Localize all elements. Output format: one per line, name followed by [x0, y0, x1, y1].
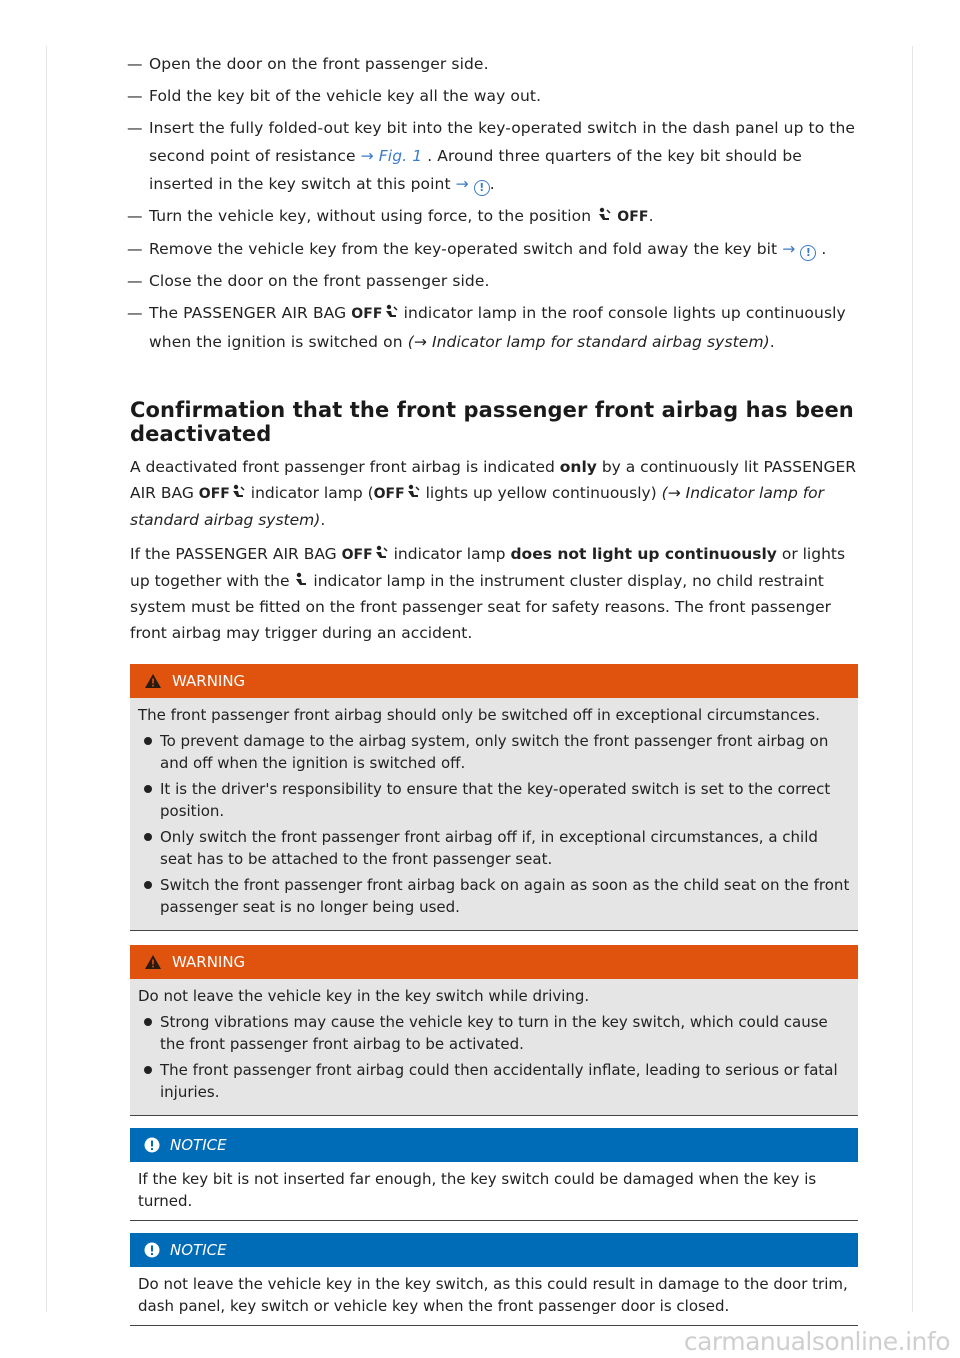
arrow-icon: →	[455, 175, 469, 193]
warning-list-item	[138, 874, 850, 918]
step-text-part: Turn the vehicle key, without using force, to the position	[149, 207, 592, 225]
bullet-icon	[144, 1018, 152, 1026]
notice-icon	[144, 1242, 160, 1258]
right-margin-rule	[912, 46, 913, 1312]
notice-box	[130, 1233, 858, 1326]
warning-item-text: Strong vibrations may cause the vehicle key to turn in the key switch, which could cause the front passenger front airbag to be activated.	[160, 1013, 828, 1053]
section-heading: Confirmation that the front passenger front airbag has been deactivated	[130, 398, 854, 446]
step-text	[149, 114, 858, 198]
step-text-part: .	[648, 207, 654, 225]
warning-list-item	[138, 1011, 850, 1055]
warning-list	[138, 1011, 850, 1103]
step-text	[149, 299, 858, 356]
step-text-part: indicator lamp in the roof console lights up continuously when the ignition is switched on	[149, 304, 846, 351]
off-symbol: OFF	[351, 306, 383, 322]
para-text: lights up yellow continuously)	[425, 484, 657, 502]
para-text: If the PASSENGER AIR BAG	[130, 545, 337, 563]
warning-header	[130, 664, 858, 698]
para-bold: only	[559, 458, 597, 476]
notice-header	[130, 1233, 858, 1267]
passenger-airbag-icon	[405, 484, 421, 501]
warning-item-text: Switch the front passenger front airbag back on again as soon as the child seat on the front passenger seat is no longer being used.	[160, 876, 850, 916]
warning-label: WARNING	[172, 953, 246, 971]
step-dash: —	[127, 240, 143, 258]
bullet-icon	[144, 737, 152, 745]
step-fold-key	[127, 82, 858, 110]
figure-link[interactable]: Fig. 1	[378, 147, 423, 165]
manual-page-content	[127, 50, 858, 1326]
warning-item-text: Only switch the front passenger front airbag off if, in exceptional circumstances, a child seat has to be attached to the front passenger seat.	[160, 828, 818, 868]
warning-body	[130, 698, 858, 931]
para-text: indicator lamp in the instrument cluster display, no child restraint system must be fitted on the front passenger seat for safety reasons. The front passenger front airbag may trigger during an accident.	[130, 572, 832, 642]
notice-box	[130, 1128, 858, 1221]
paragraph-deactivated	[130, 454, 858, 533]
notice-body: Do not leave the vehicle key in the key switch, as this could result in damage to the door trim, dash panel, key switch or vehicle key when the front passenger door is closed.	[130, 1267, 858, 1326]
warning-list-item	[138, 730, 850, 774]
passenger-airbag-icon	[596, 207, 612, 224]
warning-list-item	[138, 1059, 850, 1103]
warning-list	[138, 730, 850, 918]
step-text: Fold the key bit of the vehicle key all the way out.	[149, 87, 542, 105]
warning-intro: The front passenger front airbag should only be switched off in exceptional circumstances.	[138, 706, 820, 724]
warning-triangle-icon	[144, 954, 162, 970]
para-bold: does not light up continuously	[510, 545, 777, 563]
step-dash: —	[127, 119, 143, 137]
notice-icon	[144, 1137, 160, 1153]
step-text-part: . Around three quarters of the key bit should be inserted in the key switch at this point	[149, 147, 802, 193]
step-insert-key	[127, 114, 858, 198]
arrow-icon: →	[360, 147, 374, 165]
warning-item-text: To prevent damage to the airbag system, only switch the front passenger front airbag on and off when the ignition is switched off.	[160, 732, 829, 772]
notice-reference-icon[interactable]: !	[474, 180, 490, 196]
paragraph-not-continuous	[130, 541, 858, 646]
off-symbol: OFF	[617, 209, 649, 225]
para-text: by a continuously lit PASSENGER AIR BAG	[130, 458, 857, 502]
passenger-airbag-icon	[230, 484, 246, 501]
bullet-icon	[144, 1066, 152, 1074]
warning-label: WARNING	[172, 672, 246, 690]
indicator-lamp-link[interactable]: (→ Indicator lamp for standard airbag system)	[130, 484, 825, 529]
warning-item-text: It is the driver's responsibility to ensure that the key-operated switch is set to the correct position.	[160, 780, 831, 820]
watermark-text: carmanualsonline.info	[683, 1327, 950, 1356]
para-text: indicator lamp	[393, 545, 506, 563]
notice-body: If the key bit is not inserted far enough, the key switch could be damaged when the key is turned.	[130, 1162, 858, 1221]
warning-box	[130, 664, 858, 931]
step-text	[149, 235, 858, 263]
warning-triangle-icon	[144, 673, 162, 689]
step-dash: —	[127, 55, 143, 73]
step-text-part: Remove the vehicle key from the key-operated switch and fold away the key bit	[149, 240, 778, 258]
para-text: indicator lamp (	[250, 484, 374, 502]
step-text-part: .	[769, 333, 775, 351]
para-text: or lights up together with the	[130, 545, 846, 590]
step-dash: —	[127, 207, 143, 225]
para-text: A deactivated front passenger front airbag is indicated	[130, 458, 555, 476]
step-text	[149, 202, 858, 231]
warning-box	[130, 945, 858, 1116]
step-dash: —	[127, 272, 143, 290]
step-dash: —	[127, 304, 143, 322]
step-text-part: Insert the fully folded-out key bit into the key-operated switch in the dash panel up to the second point of resistance	[149, 119, 856, 165]
warning-list-item	[138, 826, 850, 870]
indicator-lamp-link[interactable]: (→ Indicator lamp for standard airbag system)	[407, 333, 770, 351]
off-symbol: OFF	[373, 486, 405, 502]
bullet-icon	[144, 833, 152, 841]
warning-item-text: The front passenger front airbag could then accidentally inflate, leading to serious or fatal injuries.	[160, 1061, 838, 1101]
off-symbol: OFF	[198, 486, 230, 502]
off-symbol: OFF	[341, 547, 373, 563]
warning-body	[130, 979, 858, 1116]
arrow-icon: →	[782, 240, 796, 258]
notice-label: NOTICE	[170, 1241, 227, 1259]
step-open-door	[127, 50, 858, 78]
step-remove-key	[127, 235, 858, 263]
bullet-icon	[144, 785, 152, 793]
step-dash: —	[127, 87, 143, 105]
airbag-warning-lamp-icon	[294, 572, 308, 589]
left-margin-rule	[46, 46, 47, 1312]
warning-list-item	[138, 778, 850, 822]
notice-header	[130, 1128, 858, 1162]
step-text: Open the door on the front passenger side.	[149, 55, 489, 73]
step-indicator-lamp	[127, 299, 858, 356]
step-close-door	[127, 267, 858, 295]
step-text-part: .	[489, 175, 495, 193]
notice-label: NOTICE	[170, 1136, 227, 1154]
warning-header	[130, 945, 858, 979]
notice-reference-icon[interactable]: !	[800, 245, 816, 261]
passenger-airbag-icon	[373, 545, 389, 562]
para-text: .	[320, 511, 326, 529]
step-text-part: The PASSENGER AIR BAG	[149, 304, 347, 322]
step-text: Close the door on the front passenger side.	[149, 272, 490, 290]
warning-intro: Do not leave the vehicle key in the key switch while driving.	[138, 987, 590, 1005]
step-text-part: .	[821, 240, 827, 258]
bullet-icon	[144, 881, 152, 889]
passenger-airbag-icon	[383, 304, 399, 321]
step-turn-key	[127, 202, 858, 231]
